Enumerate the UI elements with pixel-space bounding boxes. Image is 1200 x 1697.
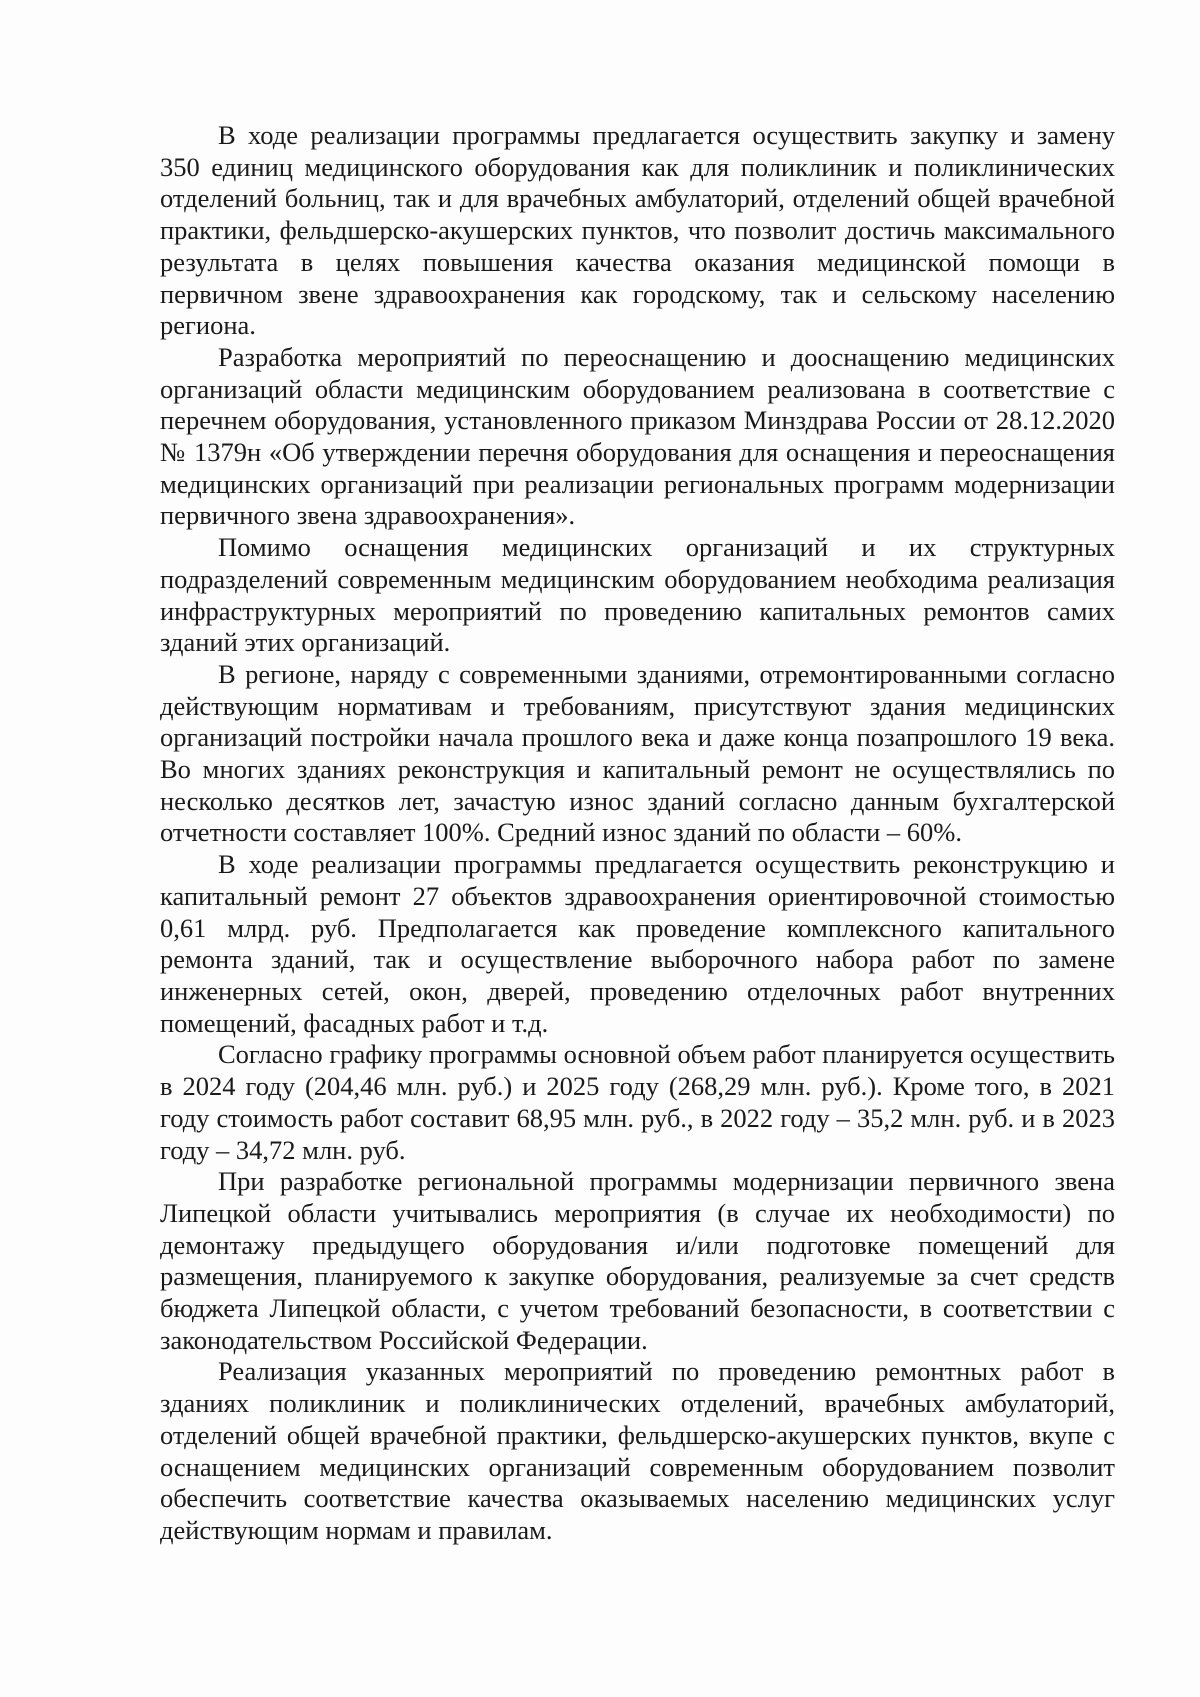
paragraph-conclusion: Реализация указанных мероприятий по проведению ремонтных работ в зданиях поликлиник и поликлинических отделений, врачебных амбулаторий, отделений общей врачебной практики, фельдшерско-акушерских пунктов, вкупе с оснащением медицинских организаций современным оборудованием позволит обеспечить соответствие качества оказываемых населению медицинских услуг действующим нормам и правилам. [160, 1356, 1115, 1545]
paragraph-building-condition: В регионе, наряду с современными зданиями, отремонтированными согласно действующим нормативам и требованиям, присутствуют здания медицинских организаций постройки начала прошлого века и даже конца позапрошлого 19 века. Во многих зданиях реконструкция и капитальный ремонт не осуществлялись по несколько десятков лет, зачастую износ зданий согласно данным бухгалтерской отчетности составляет 100%. Средний износ зданий по области – 60%. [160, 658, 1115, 848]
paragraph-schedule: Согласно графику программы основной объем работ планируется осуществить в 2024 году (204,46 млн. руб.) и 2025 году (268,29 млн. руб.). Кроме того, в 2021 году стоимость работ составит 68,95 млн. руб., в 2022 году – 35,2 млн. руб. и в 2023 году – 34,72 млн. руб. [160, 1039, 1115, 1165]
paragraph-reconstruction: В ходе реализации программы предлагается осуществить реконструкцию и капитальный ремонт 27 объектов здравоохранения ориентировочной стоимостью 0,61 млрд. руб. Предполагается как проведение комплексного капитального ремонта зданий, так и осуществление выборочного набора работ по замене инженерных сетей, окон, дверей, проведению отделочных работ внутренних помещений, фасадных работ и т.д. [160, 849, 1115, 1038]
paragraph-equipment-purchase: В ходе реализации программы предлагается осуществить закупку и замену 350 единиц медицинского оборудования как для поликлиник и поликлинических отделений больниц, так и для врачебных амбулаторий, отделений общей врачебной практики, фельдшерско-акушерских пунктов, что позволит достичь максимального результата в целях повышения качества оказания медицинской помощи в первичном звене здравоохранения как городскому, так и сельскому населению региона. [160, 120, 1115, 341]
document-body [160, 120, 1115, 1547]
paragraph-infrastructure: Помимо оснащения медицинских организаций и их структурных подразделений современным медицинским оборудованием необходима реализация инфраструктурных мероприятий по проведению капитальных ремонтов самих зданий этих организаций. [160, 532, 1115, 658]
paragraph-equipment-list: Разработка мероприятий по переоснащению и дооснащению медицинских организаций области медицинским оборудованием реализована в соответствие с перечнем оборудования, установленного приказом Минздрава России от 28.12.2020 № 1379н «Об утверждении перечня оборудования для оснащения и переоснащения медицинских организаций при реализации региональных программ модернизации первичного звена здравоохранения». [160, 341, 1115, 531]
paragraph-dismantling: При разработке региональной программы модернизации первичного звена Липецкой области учитывались мероприятия (в случае их необходимости) по демонтажу предыдущего оборудования и/или подготовке помещений для размещения, планируемого к закупке оборудования, реализуемые за счет средств бюджета Липецкой области, с учетом требований безопасности, в соответствии с законодательством Российской Федерации. [160, 1166, 1115, 1355]
